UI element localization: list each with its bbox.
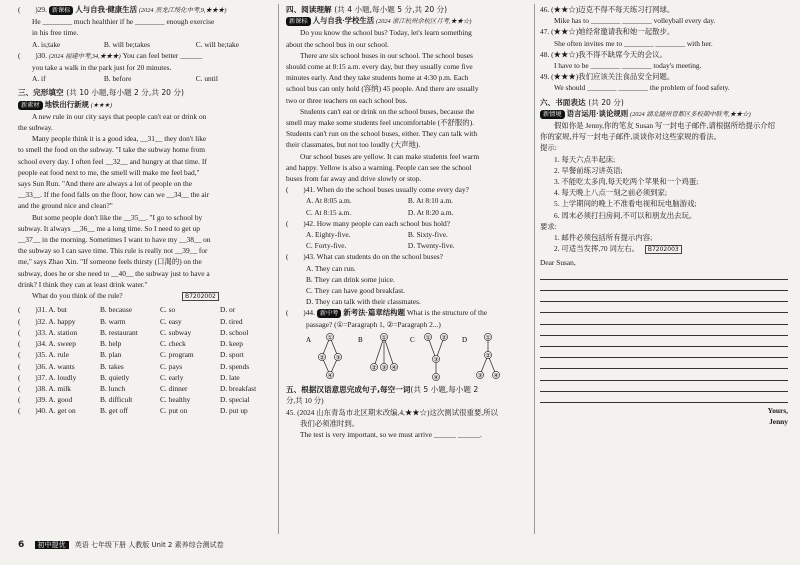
reading-line: smell may make some students feel uncomfortable (不舒服的).: [286, 118, 475, 128]
q43-option-b: B. They can drink some juice.: [306, 274, 395, 284]
choice-cell: B. warm: [100, 316, 126, 326]
diagram-node-label: ③: [477, 373, 483, 380]
choice-cell: D. special: [220, 395, 250, 405]
q41-option-b: B. At 8:10 a.m.: [407, 196, 454, 206]
q29-header: [18, 4, 270, 16]
q41-option-c: C. At 8:15 a.m.: [306, 207, 352, 217]
hints-line: 5. 上学期间的晚上不准看电视和玩电脑游戏;: [554, 199, 697, 209]
section3-topic: 地铁出行新规: [44, 99, 89, 109]
cloze-choices: [18, 304, 270, 416]
cloze-line: says Sun Run. "And there are always a lot of people on the: [18, 179, 192, 189]
reading-line: Students can't run on the school buses, either. They can talk with: [286, 129, 478, 139]
cloze-code: B7202002: [182, 292, 219, 301]
q30-number: ( )30.: [18, 50, 47, 60]
footer-unit: Unit 2: [151, 541, 173, 549]
q44-line2: passage? (①=Paragraph 1, ②=Paragraph 2...): [306, 319, 441, 329]
choice-cell: C. so: [160, 305, 176, 315]
cloze-line: the subway.: [18, 123, 53, 133]
requirement-2-line: [540, 243, 788, 255]
choice-row: [18, 383, 270, 394]
cloze-line: people eat food next to me, the smell will make me feel bad,": [18, 167, 200, 177]
choice-cell: C. healthy: [160, 395, 191, 405]
diagram-node-label: ②: [371, 365, 377, 372]
q29-option-b: B. will be;takes: [103, 39, 151, 49]
choice-cell: B. restaurant: [100, 327, 138, 337]
letter-greeting: Dear Susan,: [540, 258, 576, 268]
section3-tag: [18, 99, 270, 111]
answer-line[interactable]: [540, 336, 788, 347]
answer-line[interactable]: [540, 369, 788, 380]
q46-english: Mike has to ________ ________ volleyball every day.: [554, 16, 716, 26]
cloze-passage: [18, 111, 270, 301]
cloze-line: But some people don't like the __35__. "I go to school by: [32, 212, 203, 222]
section3-stars: (★★★): [90, 101, 112, 109]
q46-chinese: 46. (★★☆)迈克不得不每天练习打网球。: [540, 5, 675, 14]
answer-lines[interactable]: [540, 269, 788, 403]
section6-topic: 语言运用·谈论规则: [566, 108, 629, 118]
writing-prompt-line1: 假如你是 Jenny,你的笔友 Susan 写一封电子邮件,请根据所给提示介绍: [554, 121, 776, 131]
choice-cell: D. breakfast: [220, 383, 257, 393]
answer-line[interactable]: [540, 392, 788, 403]
diagram-node-label: ④: [327, 373, 333, 380]
column-left: [18, 4, 270, 417]
diagram-label: A: [306, 335, 312, 344]
q41-options: [286, 195, 530, 206]
section3-badge: 新素材: [18, 101, 43, 110]
section6-source: (2024 湖北随州曾都区多校期中联考,★★☆): [630, 110, 751, 118]
choice-cell: D. put up: [220, 406, 248, 416]
choice-row: [18, 327, 270, 338]
cloze-line: A new rule in our city says that people can't eat or drink on: [32, 111, 207, 121]
diagram-node-label: ④: [391, 365, 397, 372]
section6-heading: 六、书面表达: [540, 97, 586, 107]
choice-row: [18, 405, 270, 416]
answer-line[interactable]: [540, 325, 788, 336]
q29-option-a: A. is;take: [32, 39, 61, 49]
answer-line[interactable]: [540, 347, 788, 358]
reading-line: Do you know the school bus? Today, let's learn something: [300, 28, 472, 38]
choice-cell: B. lunch: [100, 383, 126, 393]
hints-line: 4. 每天晚上八点一刻之前必须到家;: [554, 188, 667, 198]
choice-cell: C. pays: [160, 361, 183, 371]
page-number: 6: [18, 540, 25, 550]
reading-line: minutes early. And they take students home at 4:30 p.m. Each: [286, 73, 469, 83]
choice-cell: ( )32. A. happy: [18, 316, 76, 326]
cloze-line: subway, does he or she need to __40__ the subway just to have a: [18, 268, 210, 278]
q43-option-c: C. They can have good breakfast.: [306, 286, 405, 296]
footer-title: 素养综合测试卷: [174, 541, 224, 549]
choice-row: [18, 316, 270, 327]
choice-cell: B. quietly: [100, 372, 130, 382]
answer-line[interactable]: [540, 291, 788, 302]
choice-cell: ( )35. A. rule: [18, 350, 69, 360]
choice-cell: ( )36. A. wants: [18, 361, 75, 371]
choice-cell: C. put on: [160, 406, 188, 416]
section4-topic: 人与自我·学校生活: [312, 16, 375, 26]
q42-option-d: D. Twenty-five.: [407, 241, 455, 251]
diagram-node-label: ①: [485, 335, 491, 342]
choice-cell: ( )38. A. milk: [18, 383, 71, 393]
choice-cell: C. subway: [160, 327, 192, 337]
q29-tag: 人与自我·健康生活: [75, 5, 137, 14]
q41-stem: ( )41. When do the school buses usually come every day?: [286, 185, 469, 195]
hints-line: 1. 每天六点半起床;: [554, 154, 616, 164]
hints-line: 3. 不能吃太多肉,每天吃两个苹果和一个鸡蛋;: [554, 177, 699, 187]
choice-cell: C. early: [160, 372, 184, 382]
cloze-line: Many people think it is a good idea, __31__ they don't like: [32, 134, 207, 144]
section6-title: [540, 97, 788, 108]
hints-title: 提示:: [540, 143, 557, 153]
letter-closing: Yours,: [767, 405, 788, 415]
reading-line: two or three teachers on each school bus.: [286, 95, 408, 105]
q45-line2: 我们必须准时到。: [300, 418, 360, 428]
cloze-line: the subway so I can save time. This rule is really not __39__ for: [18, 246, 208, 256]
section4-badge: 新课标: [286, 17, 311, 26]
choice-cell: ( )37. A. loudly: [18, 372, 77, 382]
hints-list: [540, 154, 788, 221]
choice-cell: B. because: [100, 305, 133, 315]
q29-badge: 新课标: [49, 6, 74, 15]
q41-options-2: [286, 207, 530, 218]
reading-passage: [286, 27, 530, 184]
q30-option-b: B. before: [103, 74, 132, 84]
choice-cell: C. dinner: [160, 383, 188, 393]
q29-line1: He ________ much healthier if he ________ enough exercise: [32, 17, 215, 27]
q47-english: She often invites me to ________ ________ with her.: [554, 38, 713, 48]
section3-title: [18, 87, 270, 98]
diagram-label: D: [462, 335, 468, 344]
column-divider-1: [278, 4, 279, 534]
q49-chinese: 49. (★★★)我们应该关注食品安全问题。: [540, 72, 675, 82]
column-right: [540, 4, 788, 427]
reading-line: There are six school buses in our school. The school buses: [300, 50, 473, 60]
section4-info: (共 4 小题,每小题 5 分,共 20 分): [334, 5, 448, 14]
reading-line: about the school bus in our school.: [286, 39, 389, 49]
choice-cell: B. plan: [100, 350, 122, 360]
choice-cell: ( )31. A. but: [18, 305, 67, 315]
cloze-line: What do you think of the rule?: [32, 291, 123, 301]
column-middle: [286, 4, 530, 440]
q42-option-a: A. Eighty-five.: [306, 230, 351, 240]
footer-grade: 七年级下册: [90, 541, 126, 549]
section4-source: (2024 浙江杭州余杭区月考,★★☆): [376, 18, 472, 26]
q44-tag: 新考法·篇章结构题: [343, 308, 405, 318]
requirement-2: 2. 可适当发挥,70 词左右。: [554, 244, 639, 254]
choice-cell: D. spends: [220, 361, 250, 371]
choice-cell: ( )39. A. good: [18, 395, 73, 405]
choice-cell: B. difficult: [100, 395, 133, 405]
hints-line: 2. 早餐前练习讲英语;: [554, 165, 623, 175]
q49-english: We should ________ ________ the problem of food safety.: [554, 83, 730, 93]
q42-option-b: B. Sixty-five.: [407, 230, 448, 240]
writing-code: B7202003: [645, 245, 682, 254]
q41-option-d: D. At 8:20 a.m.: [407, 207, 454, 217]
reading-line: Students can't eat or drink on the school buses, because the: [300, 106, 475, 116]
reading-line: and happy. Yellow is also a warning. People can see the school: [286, 162, 472, 172]
answer-line[interactable]: [540, 358, 788, 369]
choice-cell: D. school: [220, 327, 249, 337]
diagram-node-label: ④: [433, 375, 439, 382]
diagram-node-label: ④: [493, 373, 499, 380]
choice-row: [18, 304, 270, 315]
choice-cell: D. late: [220, 372, 240, 382]
diagram-node-label: ①: [425, 335, 431, 342]
choice-row: [18, 394, 270, 405]
q45-line1: 45. (2024 山东青岛市北区期末改编,4,★★☆)这次测试很重要,所以: [286, 407, 498, 417]
section3-info: (共 10 小题,每小题 2 分,共 20 分): [66, 88, 184, 98]
q45-line3: The test is very important, so we must arrive ______ ______.: [300, 429, 482, 439]
q43-option-a: A. They can run.: [306, 263, 356, 273]
choice-cell: D. tired: [220, 316, 243, 326]
hints-line: 6. 周末必须打扫房间,不可以和朋友出去玩。: [554, 210, 697, 220]
q41-option-a: A. At 8:05 a.m.: [306, 196, 352, 206]
q44-line1: What is the structure of the: [406, 308, 488, 318]
q42-options-2: [286, 240, 530, 251]
section5-info2: 分,共 10 分): [286, 396, 324, 406]
choice-cell: C. program: [160, 350, 194, 360]
diagram-node-label: ③: [335, 355, 341, 362]
footer-brand: 初中提优: [35, 541, 69, 549]
footer-edition: 人教版: [128, 541, 150, 549]
reading-line: Our school buses are yellow. It can make students feel warm: [300, 151, 480, 161]
choice-cell: D. or: [220, 305, 236, 315]
q29-option-c: C. will be;take: [195, 39, 240, 49]
answer-line[interactable]: [540, 381, 788, 392]
cloze-line: me," says Zhao Xin. "If someone feels thirsty (口渴的) on the: [18, 257, 202, 267]
q42-stem: ( )42. How many people can each school bus hold?: [286, 218, 450, 228]
answer-line[interactable]: [540, 313, 788, 324]
q29-options: [18, 39, 270, 50]
q30-line2: you take a walk in the park just for 20 minutes.: [32, 63, 172, 73]
section5-title: [286, 384, 530, 395]
section5-info: (共 5 小题,每小题 2: [410, 385, 479, 395]
requirements-title: 要求:: [540, 221, 557, 231]
choice-row: [18, 349, 270, 360]
q44-stem: [286, 307, 530, 318]
diagram-label: C: [410, 335, 415, 344]
choice-cell: D. sport: [220, 350, 244, 360]
reading-line: buses from far away and drive slowly or stop.: [286, 174, 422, 184]
section6-badge: 新情境: [540, 110, 565, 119]
q48-chinese: 48. (★★☆)我不得不缺席今天的会议。: [540, 49, 667, 59]
choice-cell: ( )33. A. station: [18, 327, 78, 337]
section6-tag: [540, 108, 788, 120]
answer-line[interactable]: [540, 280, 788, 291]
writing-prompt-line2: 你的家规,并写一封电子邮件,谈谈你对这些家规的看法。: [540, 132, 722, 142]
diagram-label: B: [358, 335, 363, 344]
q29-line2: in his free time.: [32, 28, 79, 38]
section4-tag: [286, 15, 530, 27]
q30-options: [18, 73, 270, 84]
cloze-line: to smell the food on the subway. "I take the subway home from: [18, 145, 206, 155]
reading-line: school bus can only hold (容纳) 45 people. And there are usually: [286, 84, 479, 94]
q30-line1: You can feel better ______: [122, 50, 203, 60]
choice-row: [18, 361, 270, 372]
q30-option-a: A. if: [32, 74, 46, 84]
choice-row: [18, 372, 270, 383]
q44-number: ( )44.: [286, 308, 315, 318]
section4-heading: 四、阅读理解: [286, 5, 332, 14]
diagram-node-label: ②: [319, 355, 325, 362]
q29-number: ( )29.: [18, 5, 47, 14]
reading-line: their classmates, but not too loudly (大声地).: [286, 140, 421, 150]
cloze-line: __37__ in the morning. Sometimes I want to have my __38__ on: [18, 235, 211, 245]
cloze-line: subway. It always __36__ me a long time. So I need to get up: [18, 223, 200, 233]
diagram-node-label: ②: [485, 353, 491, 360]
cloze-line: __33__. If the food falls on the floor, how can we __34__ the air: [18, 190, 210, 200]
q30-header: [18, 50, 270, 62]
footer-subject: 英语: [74, 541, 89, 549]
choice-cell: ( )34. A. sweep: [18, 339, 76, 349]
q42-option-c: C. Forty-five.: [306, 241, 347, 251]
column-divider-2: [534, 4, 535, 534]
q47-chinese: 47. (★★☆)她经常邀请我和她一起散步。: [540, 27, 675, 37]
section4-title: [286, 4, 530, 15]
choice-cell: B. get off: [100, 406, 128, 416]
diagram-node-label: ③: [381, 365, 387, 372]
q48-english: I have to be ________ ________ today's meeting.: [554, 61, 702, 71]
choice-cell: B. takes: [100, 361, 124, 371]
section5-heading: 五、根据汉语意思完成句子,每空一词: [286, 385, 411, 395]
reading-line: should come at 8:15 a.m. every day, but they usually come five: [286, 62, 473, 72]
q43-option-d: D. They can talk with their classmates.: [306, 297, 421, 307]
choice-cell: B. help: [100, 339, 122, 349]
choice-cell: ( )40. A. get on: [18, 406, 76, 416]
q29-source: (2024 黑龙江绥化中考,9,★★★): [138, 7, 227, 14]
diagram-node-label: ③: [433, 357, 439, 364]
cloze-line: drink? I think they can at least drink water.": [18, 279, 148, 289]
diagram-node-label: ①: [381, 335, 387, 342]
q42-options: [286, 229, 530, 240]
choice-row: [18, 338, 270, 349]
diagram-node-label: ①: [327, 335, 333, 342]
q44-badge: 新中考: [317, 309, 342, 318]
answer-line[interactable]: [540, 269, 788, 280]
q30-source: (2024 福建中考,34,★★★): [48, 52, 121, 60]
q43-stem: ( )43. What can students do on the school buses?: [286, 252, 443, 262]
page-footer: [18, 540, 298, 554]
diagram-node-label: ②: [441, 335, 447, 342]
choice-cell: D. keep: [220, 339, 243, 349]
q30-option-c: C. until: [195, 74, 218, 84]
choice-cell: C. check: [160, 339, 186, 349]
answer-line[interactable]: [540, 302, 788, 313]
requirement-1: 1. 邮件必须包括所有提示内容;: [554, 233, 653, 243]
structure-diagrams: [286, 330, 526, 382]
section3-heading: 三、完形填空: [18, 88, 64, 98]
choice-cell: C. easy: [160, 316, 182, 326]
cloze-line: and the ground nice and clean?": [18, 201, 113, 211]
section6-info: (共 20 分): [588, 97, 624, 107]
letter-signature: Jenny: [769, 417, 788, 427]
cloze-line: school every day. I often feel __32__ and hungry at that time. If: [18, 156, 207, 166]
